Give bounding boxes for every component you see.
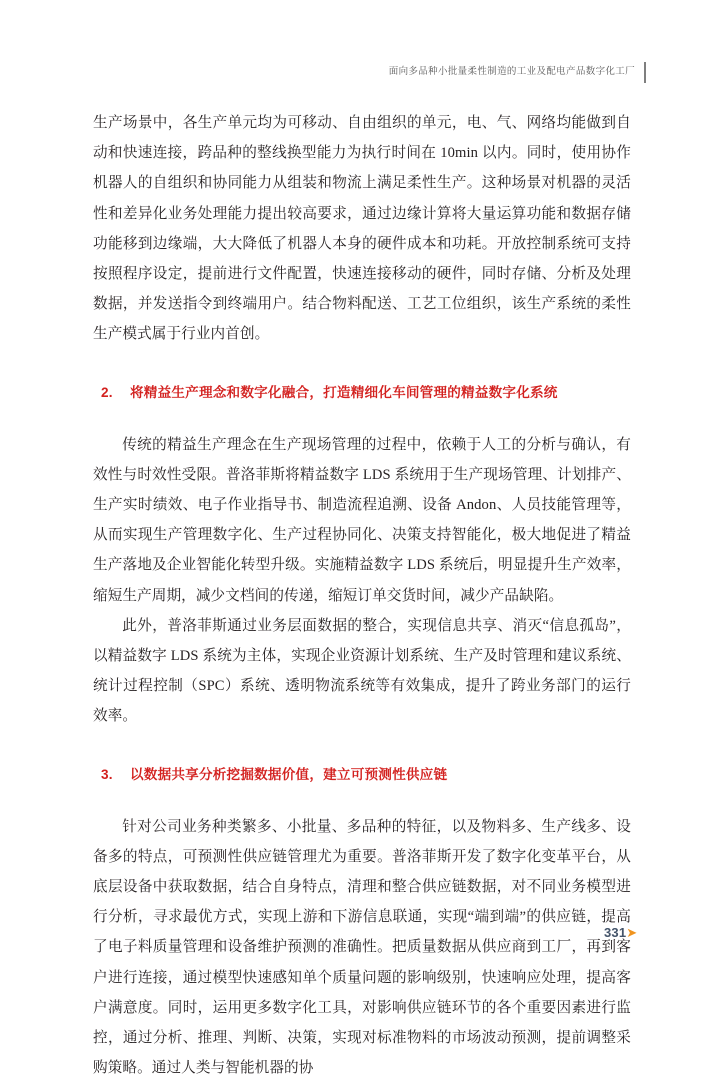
paragraph-3: 此外，普洛菲斯通过业务层面数据的整合，实现信息共享、消灭“信息孤岛”，以精益数字 LDS 系统为主体，实现企业资源计划系统、生产及时管理和建议系统、统计过程控制（SPC）系统、透明物流系统等有效集成，提升了跨业务部门的运行效率。: [93, 617, 631, 725]
section-heading-3-number: 3.: [101, 766, 113, 782]
section-heading-3: [93, 764, 631, 786]
page-number: 331: [604, 925, 627, 940]
paragraph-4: 针对公司业务种类繁多、小批量、多品种的特征，以及物料多、生产线多、设备多的特点，可预测性供应链管理尤为重要。普洛菲斯开发了数字化变革平台，从底层设备中获取数据，结合自身特点，清理和整合供应链数据，对不同业务模型进行分析，寻求最优方式，实现上游和下游信息联通，实现“端到端”的供应链，提高了电子料质量管理和设备维护预测的准确性。把质量数据从供应商到工厂，再到客户进行连接，通过模型快速感知单个质量问题的影响级别，快速响应处理，提高客户满意度。同时，运用更多数字化工具，对影响供应链环节的各个重要因素进行监控，通过分析、推理、判断、决策，实现对标准物料的市场波动预测，提前调整采购策略。通过人类与智能机器的协: [93, 818, 631, 1077]
spacer: [93, 350, 631, 382]
spacer: [93, 404, 631, 430]
section-heading-2: [93, 382, 631, 404]
header-rule-divider: [644, 62, 646, 83]
page-folio: [604, 925, 637, 940]
text-column: [93, 108, 631, 1083]
section-heading-2-title: 将精益生产理念和数字化融合，打造精细化车间管理的精益数字化系统: [130, 384, 558, 400]
spacer: [93, 732, 631, 764]
running-header-title: 面向多品种小批量柔性制造的工业及配电产品数字化工厂: [388, 65, 635, 77]
paragraph-2: 传统的精益生产理念在生产现场管理的过程中，依赖于人工的分析与确认，有效性与时效性受限。普洛菲斯将精益数字 LDS 系统用于生产现场管理、计划排产、生产实时绩效、电子作业指导书、制造流程追溯、设备 Andon、人员技能管理等，从而实现生产管理数字化、生产过程协同化、决策支持智能化，极大地促进了精益生产落地及企业智能化转型升级。实施精益数字 LDS 系统后，明显提升生产效率，缩短生产周期，减少文档间的传递，缩短订单交货时间，减少产品缺陷。: [93, 436, 631, 604]
running-header: [0, 60, 646, 84]
arrow-right-icon: ➤: [626, 925, 638, 940]
section-heading-3-title: 以数据共享分析挖掘数据价值，建立可预测性供应链: [130, 766, 448, 782]
paragraph-continuation: 生产场景中，各生产单元均为可移动、自由组织的单元，电、气、网络均能做到自动和快速连接，跨品种的整线换型能力为执行时间在 10min 以内。同时，使用协作机器人的自组织和协同能力从组装和物流上满足柔性生产。这种场景对机器的灵活性和差异化业务处理能力提出较高要求，通过边缘计算将大量运算功能和数据存储功能移到边缘端，大大降低了机器人本身的硬件成本和功耗。开放控制系统可支持按照程序设定，提前进行文件配置，快速连接移动的硬件，同时存储、分析及处理数据，并发送指令到终端用户。结合物料配送、工艺工位组织，该生产系统的柔性生产模式属于行业内首创。: [93, 115, 631, 343]
spacer: [93, 786, 631, 812]
section-heading-2-number: 2.: [101, 384, 113, 400]
